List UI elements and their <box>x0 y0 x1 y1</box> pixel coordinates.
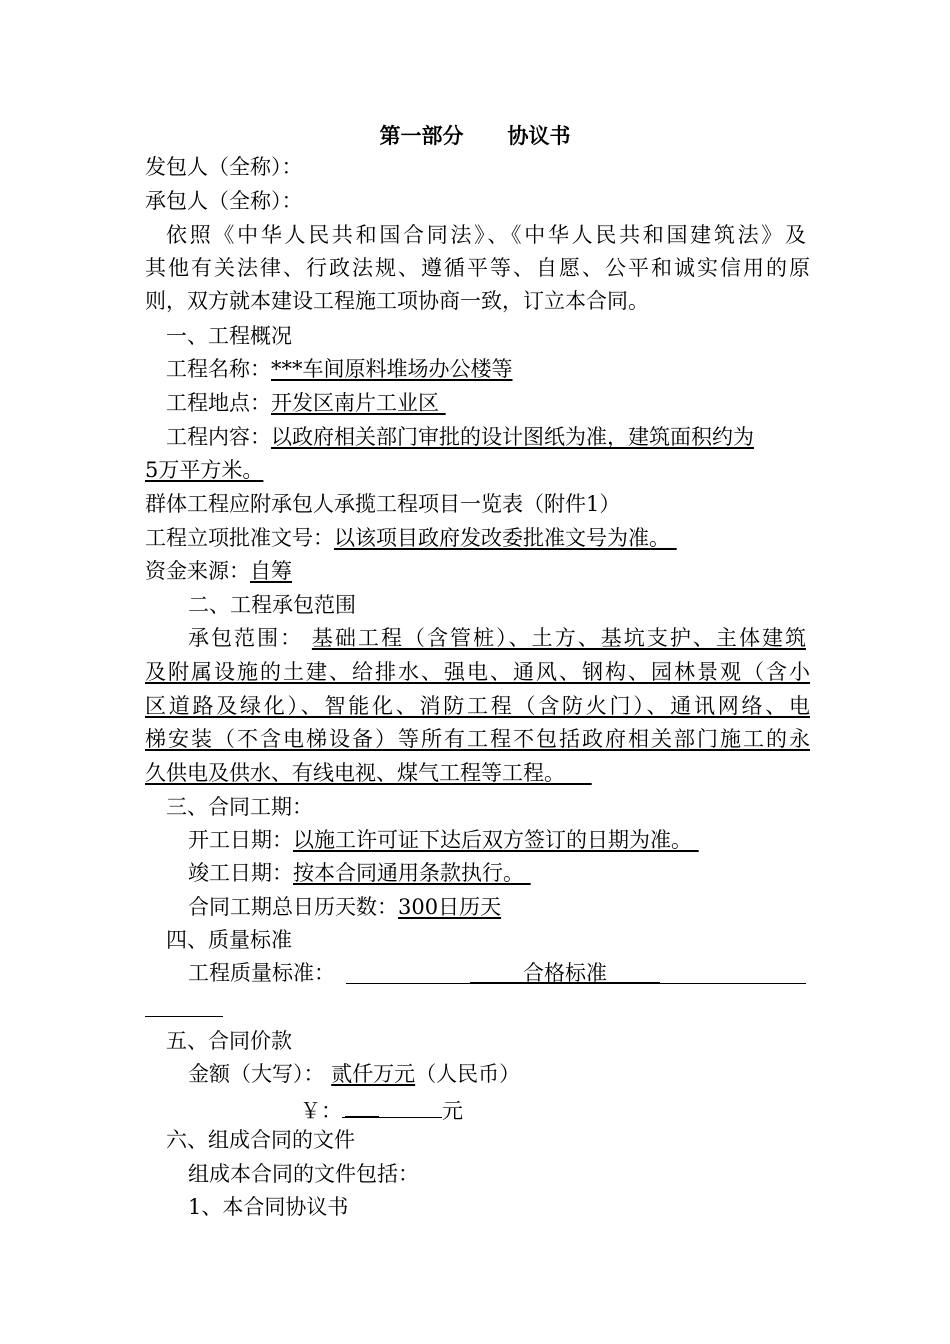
section-3-heading: 三、合同工期： <box>166 795 313 819</box>
project-content-line-2 <box>145 454 810 487</box>
project-content-line <box>166 421 806 454</box>
scope-label: 承包范围： <box>188 626 304 650</box>
start-date-value: 以施工许可证下达后双方签订的日期为准。 <box>293 828 692 852</box>
page-title <box>0 118 950 154</box>
total-days-value: 300日历天 <box>398 895 502 919</box>
project-site-label: 工程地点： <box>166 391 271 415</box>
project-name-value: ***车间原料堆场办公楼等 <box>271 357 513 381</box>
section-5-heading: 五、合同价款 <box>166 1029 292 1053</box>
project-site-value: 开发区南片工业区 <box>271 391 439 415</box>
contract-docs-intro: 组成本合同的文件包括： <box>188 1162 419 1186</box>
start-date-label: 开工日期： <box>188 828 293 852</box>
preamble-line-3: 则，双方就本建设工程施工项协商一致，订立本合同。 <box>145 289 649 313</box>
start-date-line <box>188 824 853 857</box>
project-content-value-2: 5万平方米。 <box>145 458 264 482</box>
quality-fill-line-continued <box>145 1016 223 1017</box>
total-days-label: 合同工期总日历天数： <box>188 895 398 919</box>
contractor-line: 承包人（全称）： <box>145 189 303 213</box>
amount-yen-label: ￥： <box>300 1099 342 1123</box>
section-1-heading: 一、工程概况 <box>166 324 292 348</box>
amount-yen-blank-bold <box>345 1116 379 1118</box>
amount-yen-blank <box>342 1091 442 1118</box>
group-project-note: 群体工程应附承包人承揽工程项目一览表（附件1） <box>145 492 621 516</box>
scope-line-5 <box>145 757 810 790</box>
quality-standard-value: 合格标准 <box>523 961 607 985</box>
preamble-line-1: 依照《中华人民共和国合同法》、《中华人民共和国建筑法》及 <box>166 223 806 247</box>
total-days-line <box>188 891 853 924</box>
employer-line: 发包人（全称）： <box>145 155 303 179</box>
project-name-line <box>166 353 831 386</box>
quality-standard-label: 工程质量标准： <box>188 961 335 985</box>
section-4-heading: 四、质量标准 <box>166 928 292 952</box>
amount-words-line <box>188 1058 853 1091</box>
amount-words-label: 金额（大写）： <box>188 1062 325 1086</box>
amount-yen-unit: 元 <box>442 1099 463 1123</box>
scope-value-3: 区道路及绿化）、智能化、消防工程（含防火门）、通讯网络、电 <box>145 694 810 718</box>
scope-line-1 <box>188 622 806 655</box>
amount-currency: （人民币） <box>415 1062 521 1086</box>
fund-source-label: 资金来源： <box>145 559 250 583</box>
end-date-line <box>188 857 853 890</box>
scope-value-5: 久供电及供水、有线电视、煤气工程等工程。 <box>145 761 565 785</box>
section-2-heading: 二、工程承包范围 <box>188 593 356 617</box>
approval-number-value: 以该项目政府发改委批准文号为准。 <box>334 526 670 550</box>
project-name-label: 工程名称： <box>166 357 271 381</box>
fund-source-value: 自筹 <box>250 559 292 583</box>
title-part: 第一部分 <box>379 123 464 148</box>
preamble-line-2: 其他有关法律、行政法规、遵循平等、自愿、公平和诚实信用的原 <box>145 256 810 280</box>
scope-value-4: 梯安装（不含电梯设备）等所有工程不包括政府相关部门施工的永 <box>145 727 810 751</box>
project-content-label: 工程内容： <box>166 425 271 449</box>
section-6-heading: 六、组成合同的文件 <box>166 1128 355 1152</box>
scope-value-1: 基础工程（含管桩）、土方、基坑支护、主体建筑 <box>311 626 806 650</box>
project-site-line <box>166 387 831 420</box>
project-content-value-1: 以政府相关部门审批的设计图纸为准，建筑面积约为 <box>271 425 754 449</box>
amount-words-value: 贰仟万元 <box>331 1062 416 1086</box>
contract-docs-item-1: 1、本合同协议书 <box>188 1195 349 1219</box>
title-name: 协议书 <box>507 123 571 148</box>
end-date-value: 按本合同通用条款执行。 <box>293 861 524 885</box>
end-date-label: 竣工日期： <box>188 861 293 885</box>
approval-number-label: 工程立项批准文号： <box>145 526 334 550</box>
fund-source-line <box>145 555 810 588</box>
amount-yen-line <box>300 1091 600 1124</box>
scope-value-2: 及附属设施的土建、给排水、强电、通风、钢构、园林景观（含小 <box>145 660 810 684</box>
approval-number-line <box>145 522 810 555</box>
